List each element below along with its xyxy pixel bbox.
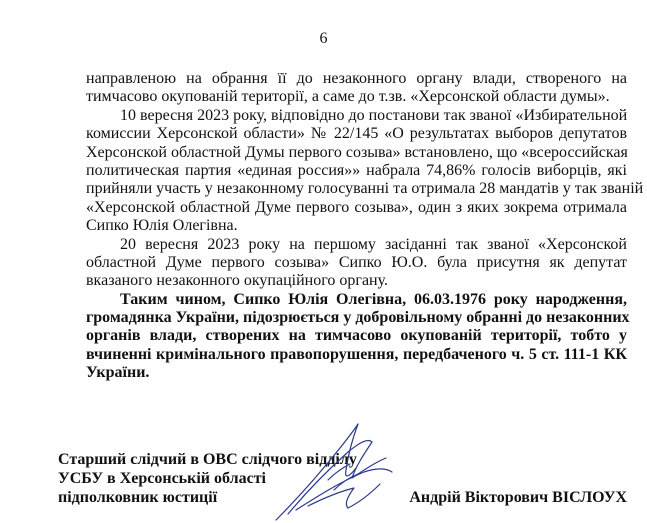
document-body bbox=[86, 70, 644, 383]
text-line: направленою на обрання її до незаконного органу влади, створеного на bbox=[86, 70, 627, 87]
signatory-department: УСБУ в Херсонській області bbox=[58, 470, 266, 487]
text-line-bold: громадянка України, підозрюється у добровільному обранні до незаконних bbox=[86, 309, 630, 327]
text-line: политическая партия «единая россия»» набрала 74,86% голосів виборців, які bbox=[86, 161, 627, 179]
text-line: тимчасово окупованій території, а саме до т.зв. «Херсонской области думы». bbox=[86, 88, 610, 106]
text-line-bold: вчиненні кримінального правопорушення, передбаченого ч. 5 ст. 111-1 КК bbox=[86, 345, 627, 363]
text-line: Сипко Юлія Олегівна. bbox=[86, 217, 238, 235]
signatory-name: Андрій Вікторович ВІСЛОУХ bbox=[409, 489, 627, 506]
text-line-bold: Таким чином, Сипко Юлія Олегівна, 06.03.1976 року народження, bbox=[120, 290, 627, 308]
text-line: 20 вересня 2023 року на першому засіданні так званої «Херсонской bbox=[120, 235, 627, 253]
text-line-bold: органів влади, створених на тимчасово окупованій території, тобто у bbox=[86, 327, 627, 345]
page-number: 6 bbox=[319, 30, 328, 47]
text-line: вказаного незаконного окупаційного органу. bbox=[86, 272, 388, 290]
text-line: «Херсонской областной Думе первого созыва», один з яких зокрема отримала bbox=[86, 198, 627, 216]
text-line: 10 вересня 2023 року, відповідно до постанови так званої «Избирательной bbox=[120, 106, 628, 124]
text-line-bold: України. bbox=[86, 364, 150, 382]
text-line: Херсонской областной Думы первого созыва» встановлено, що «всероссийская bbox=[86, 143, 628, 161]
text-line: комиссии Херсонской области» № 22/145 «О результатах выборов депутатов bbox=[86, 125, 627, 143]
signatory-rank: підполковник юстиції bbox=[58, 489, 218, 506]
text-line: прийняли участь у незаконному голосуванні та отримала 28 мандатів у так званій bbox=[86, 180, 644, 198]
handwritten-signature bbox=[268, 418, 398, 523]
text-line: областной Думе первого созыва» Сипко Ю.О. була присутня як депутат bbox=[86, 253, 627, 271]
signatory-position: Старший слідчий в ОВС слідчого відділу bbox=[58, 451, 357, 468]
